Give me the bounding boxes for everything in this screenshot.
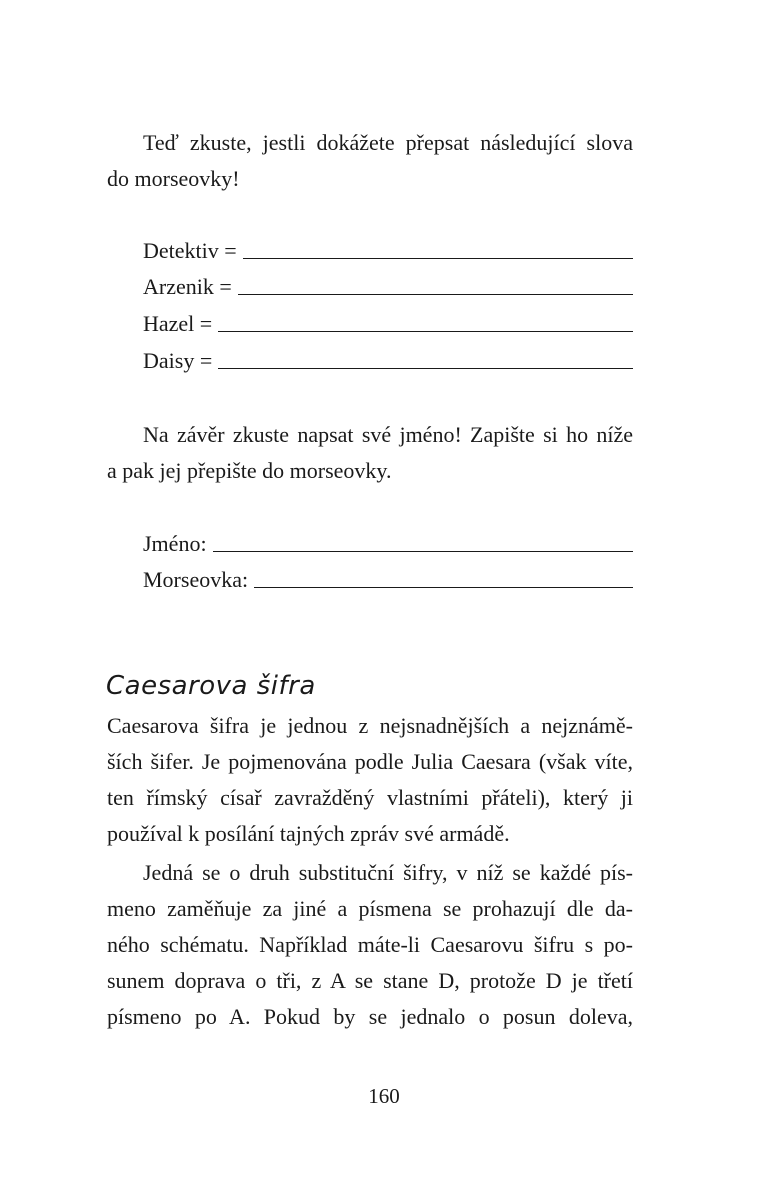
morse-label: Morseovka: — [143, 567, 249, 592]
answer-blank-line[interactable] — [243, 258, 633, 259]
name-row — [143, 526, 633, 562]
section-heading: Caesarova šifra — [106, 671, 316, 701]
word-row-detektiv — [143, 233, 633, 269]
word-label: Detektiv = — [143, 238, 237, 263]
body-line: ného schématu. Například máte-li Caesarovu šifru s po- — [107, 932, 633, 957]
body-line: Jedná se o druh substituční šifry, v níž se každé pís- — [143, 860, 633, 885]
word-label: Arzenik = — [143, 274, 232, 299]
morse-row — [143, 562, 633, 598]
body-line: používal k posílání tajných zpráv své armádě. — [107, 821, 510, 846]
intro-paragraph — [107, 125, 633, 197]
word-label: Hazel = — [143, 311, 213, 336]
section-paragraph-1 — [107, 708, 633, 852]
answer-blank-line[interactable] — [218, 368, 633, 369]
morse-blank-line[interactable] — [254, 587, 633, 588]
page-number: 160 — [368, 1084, 400, 1108]
answer-blank-line[interactable] — [238, 294, 633, 295]
body-line: Caesarova šifra je jednou z nejsnadnějších a nejznámě- — [107, 713, 633, 738]
name-blank-line[interactable] — [213, 551, 633, 552]
body-line: písmeno po A. Pokud by se jednalo o posun doleva, — [107, 1004, 633, 1029]
section-paragraph-2 — [107, 855, 633, 1035]
name-prompt-paragraph — [107, 417, 633, 489]
word-row-hazel — [143, 306, 633, 342]
name-prompt-line: a pak jej přepište do morseovky. — [107, 458, 392, 483]
intro-line: do morseovky! — [107, 166, 240, 191]
intro-line: Teď zkuste, jestli dokážete přepsat následující slova — [143, 130, 633, 155]
name-label: Jméno: — [143, 531, 207, 556]
word-row-daisy — [143, 343, 633, 379]
answer-blank-line[interactable] — [218, 331, 633, 332]
body-line: ších šifer. Je pojmenována podle Julia Caesara (však víte, — [107, 749, 633, 774]
body-line: meno zaměňuje za jiné a písmena se prohazují dle da- — [107, 896, 633, 921]
word-label: Daisy = — [143, 348, 213, 373]
name-prompt-line: Na závěr zkuste napsat své jméno! Zapište si ho níže — [143, 422, 633, 447]
word-row-arzenik — [143, 269, 633, 305]
body-line: ten římský císař zavražděný vlastními přáteli), který ji — [107, 785, 633, 810]
body-line: sunem doprava o tři, z A se stane D, protože D je třetí — [107, 968, 633, 993]
